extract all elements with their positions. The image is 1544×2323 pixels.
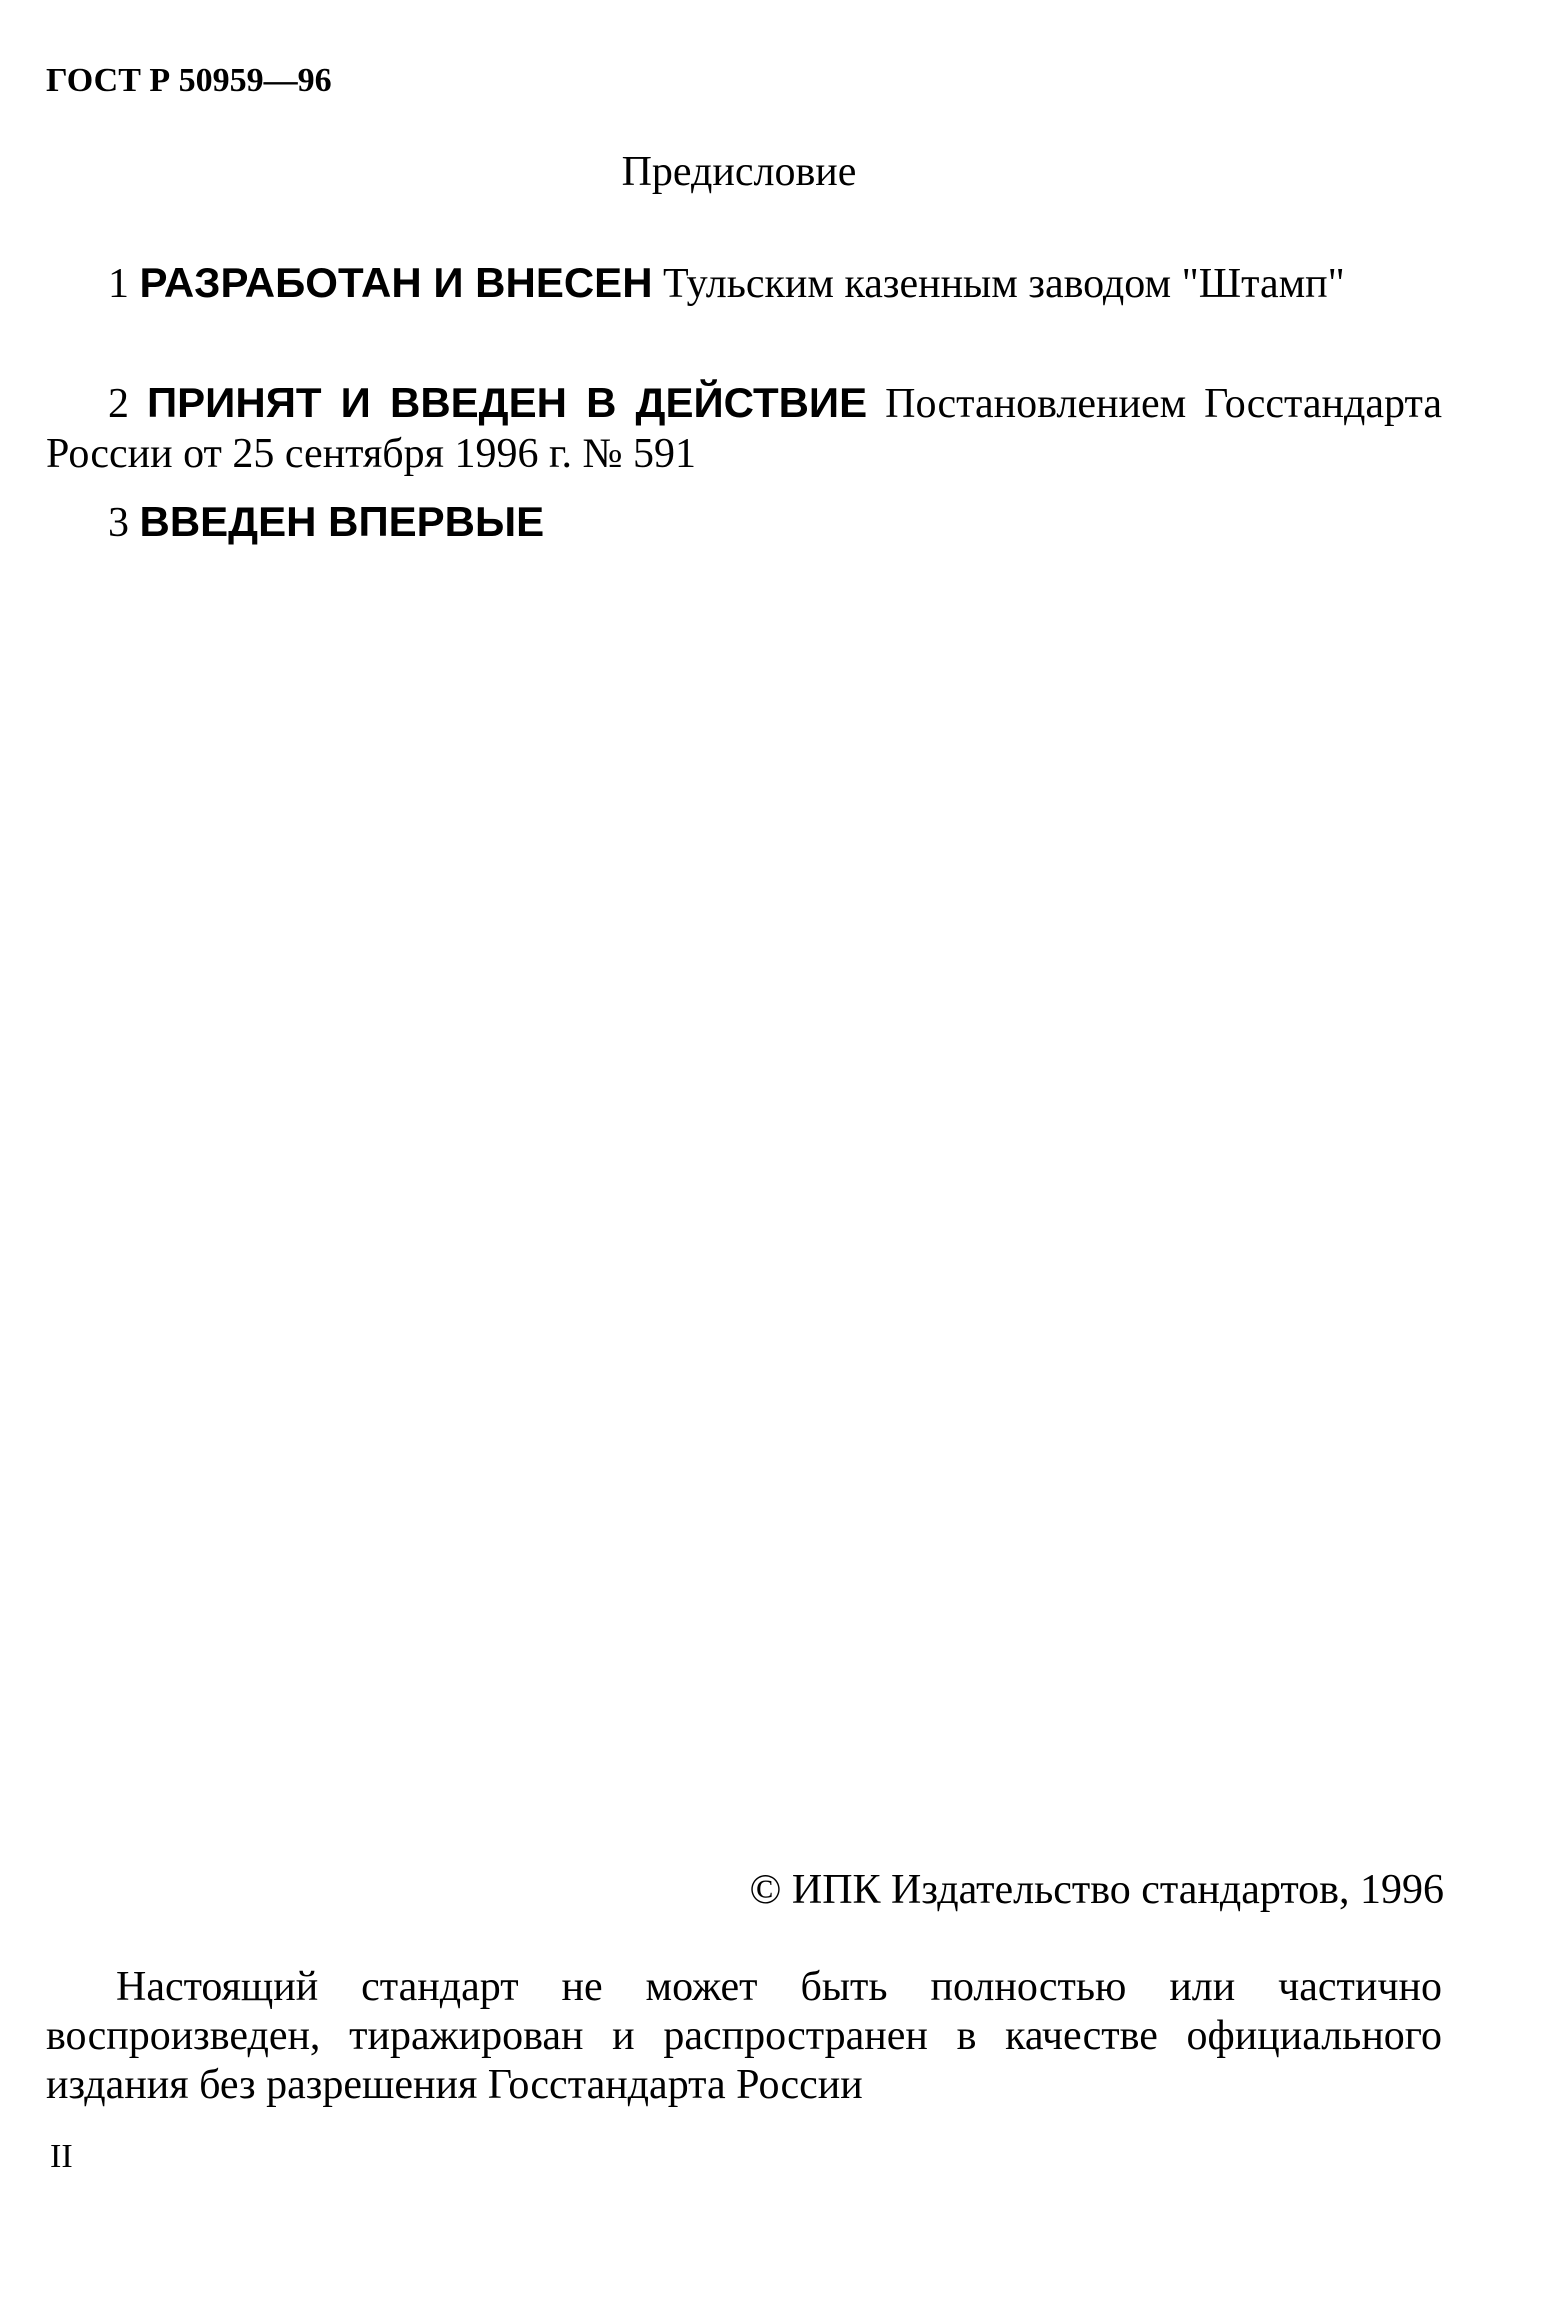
item-caps-text: РАЗРАБОТАН И ВНЕСЕН xyxy=(139,259,653,306)
item-caps-text: ПРИНЯТ И ВВЕДЕН В ДЕЙСТВИЕ xyxy=(146,379,868,426)
section-heading: Предисловие xyxy=(621,149,857,195)
item-number: 3 xyxy=(108,500,129,546)
page-number: II xyxy=(50,2138,73,2175)
item-number: 2 xyxy=(108,381,129,427)
item-caps-text: ВВЕДЕН ВПЕРВЫЕ xyxy=(139,498,545,545)
item-text: Постановлением Госстандарта России от 25 сентября 1996 г. № 591 xyxy=(46,381,1443,477)
preface-item-1 xyxy=(46,258,1442,309)
item-number: 1 xyxy=(108,261,129,307)
copyright-line: © ИПК Издательство стандартов, 1996 xyxy=(749,1867,1444,1913)
item-text: Тульским казенным заводом "Штамп" xyxy=(663,261,1345,307)
preface-item-2 xyxy=(46,378,1442,479)
reproduction-notice: Настоящий стандарт не может быть полностью или частично воспроизведен, тиражирован и распространен в качестве официального издания без разрешения Госстандарта России xyxy=(46,1964,1442,2108)
document-code: ГОСТ Р 50959—96 xyxy=(46,62,332,99)
preface-item-3 xyxy=(46,497,1442,548)
